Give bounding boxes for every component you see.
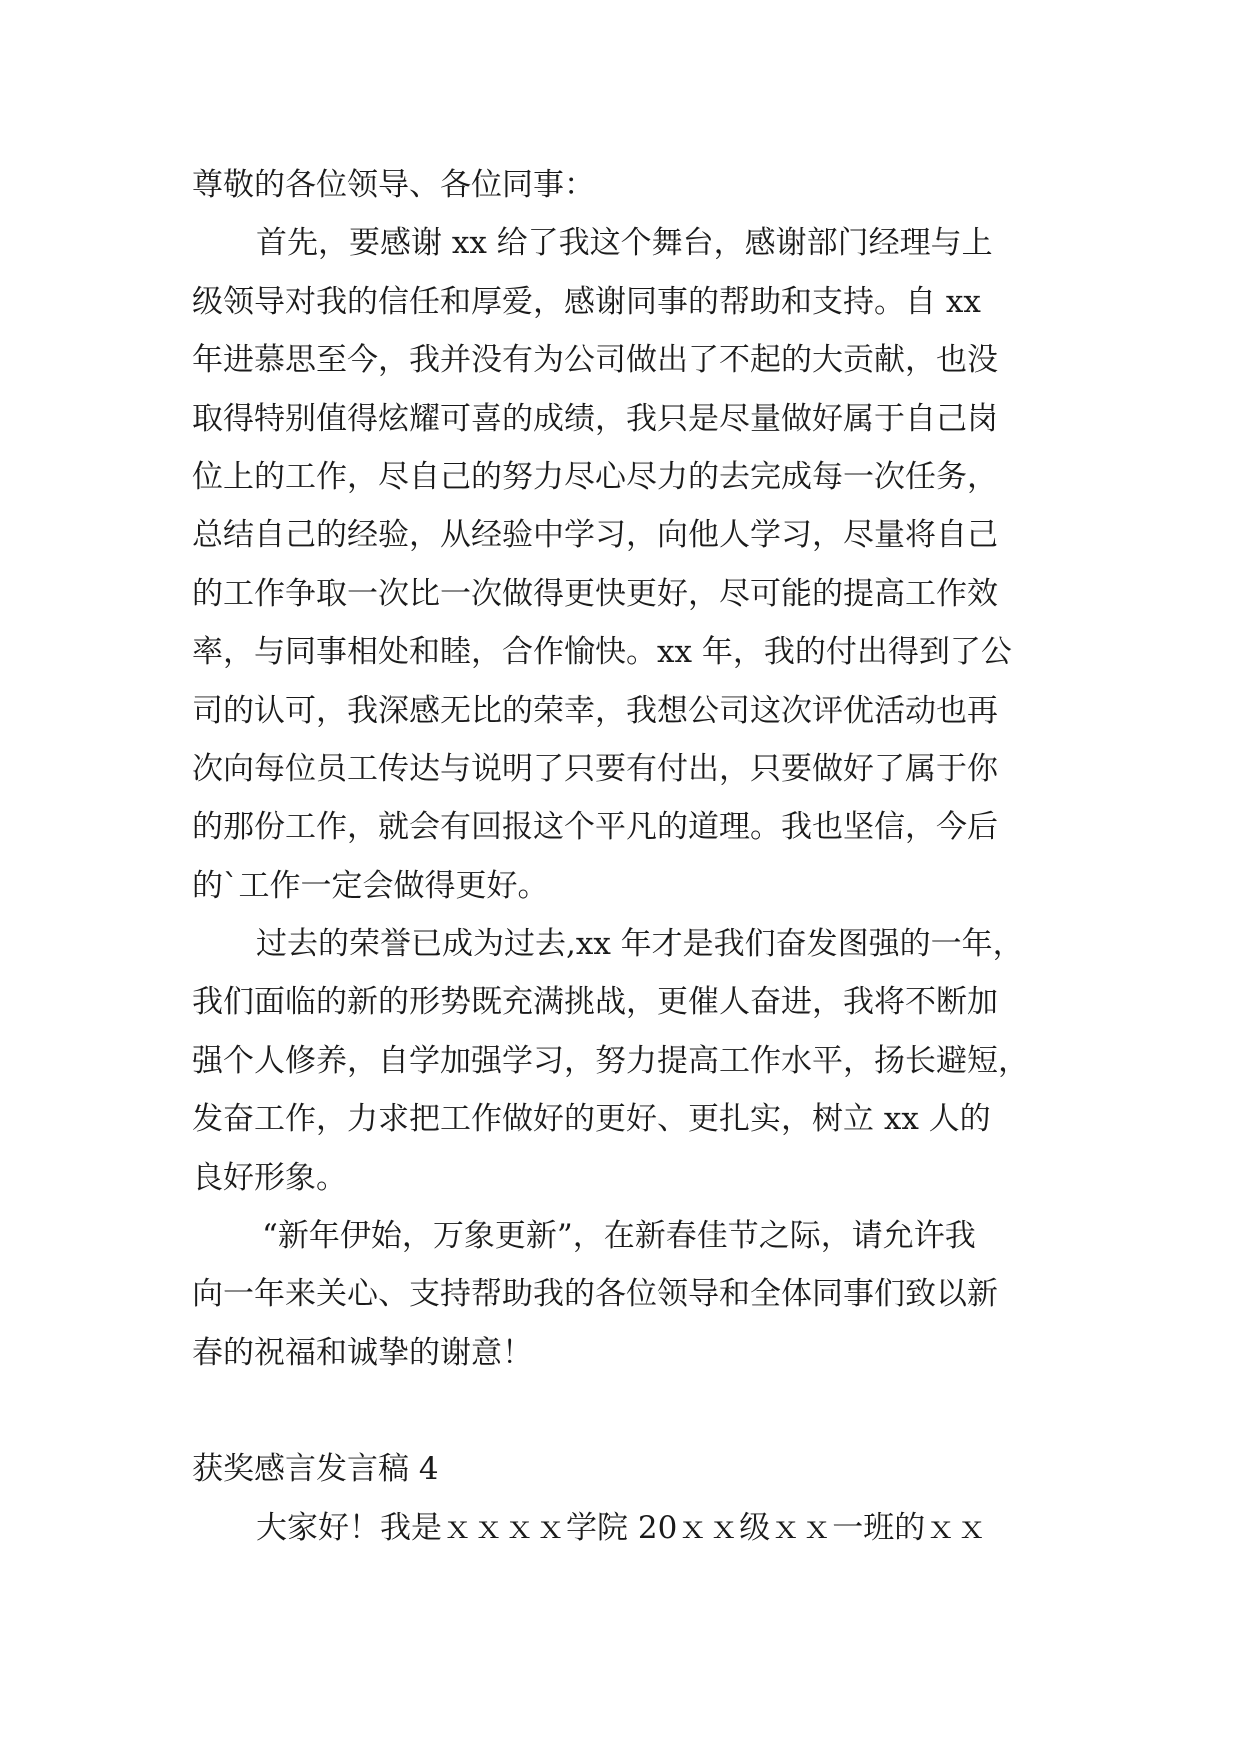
- paragraph-line: 总结自己的经验，从经验中学习，向他人学习，尽量将自己: [192, 517, 998, 554]
- paragraph-line: 强个人修养，自学加强学习，努力提高工作水平，扬长避短，: [192, 1042, 1029, 1079]
- document-body: [192, 156, 1092, 1557]
- paragraph-line: 大家好！我是ｘｘｘｘ学院 20ｘｘ级ｘｘ一班的ｘｘ: [256, 1509, 988, 1546]
- salutation: 尊敬的各位领导、各位同事：: [192, 167, 595, 203]
- paragraph-line: 过去的荣誉已成为过去,xx 年才是我们奋发图强的一年，: [256, 926, 1024, 963]
- paragraph-line: “新年伊始，万象更新”，在新春佳节之际，请允许我: [262, 1218, 976, 1255]
- paragraph-line: 年进慕思至今，我并没有为公司做出了不起的大贡献，也没: [192, 342, 998, 379]
- paragraph-line: 向一年来关心、支持帮助我的各位领导和全体同事们致以新: [192, 1276, 998, 1313]
- paragraph-line: 的那份工作，就会有回报这个平凡的道理。我也坚信，今后: [192, 809, 998, 846]
- paragraph-line: 司的认可，我深感无比的荣幸，我想公司这次评优活动也再: [192, 692, 998, 729]
- paragraph-line: 我们面临的新的形势既充满挑战，更催人奋进，我将不断加: [192, 984, 998, 1021]
- paragraph-line: 次向每位员工传达与说明了只要有付出，只要做好了属于你: [192, 750, 998, 787]
- section-spacer: [192, 1382, 1092, 1440]
- paragraph-line: 春的祝福和诚挚的谢意！: [192, 1334, 533, 1371]
- paragraph-line: 的工作争取一次比一次做得更快更好，尽可能的提高工作效: [192, 575, 998, 612]
- paragraph-line: 率，与同事相处和睦，合作愉快。xx 年，我的付出得到了公: [192, 634, 1012, 671]
- section-title: 获奖感言发言稿 4: [192, 1451, 439, 1488]
- paragraph-line: 良好形象。: [192, 1159, 347, 1196]
- paragraph-line: 的`工作一定会做得更好。: [192, 867, 549, 904]
- paragraph-line: 首先，要感谢 xx 给了我这个舞台，感谢部门经理与上: [256, 225, 993, 262]
- paragraph-line: 级领导对我的信任和厚爱，感谢同事的帮助和支持。自 xx: [192, 283, 981, 320]
- paragraph-line: 发奋工作，力求把工作做好的更好、更扎实，树立 xx 人的: [192, 1101, 991, 1138]
- paragraph-line: 取得特别值得炫耀可喜的成绩，我只是尽量做好属于自己岗: [192, 400, 998, 437]
- paragraph-line: 位上的工作，尽自己的努力尽心尽力的去完成每一次任务，: [192, 458, 998, 495]
